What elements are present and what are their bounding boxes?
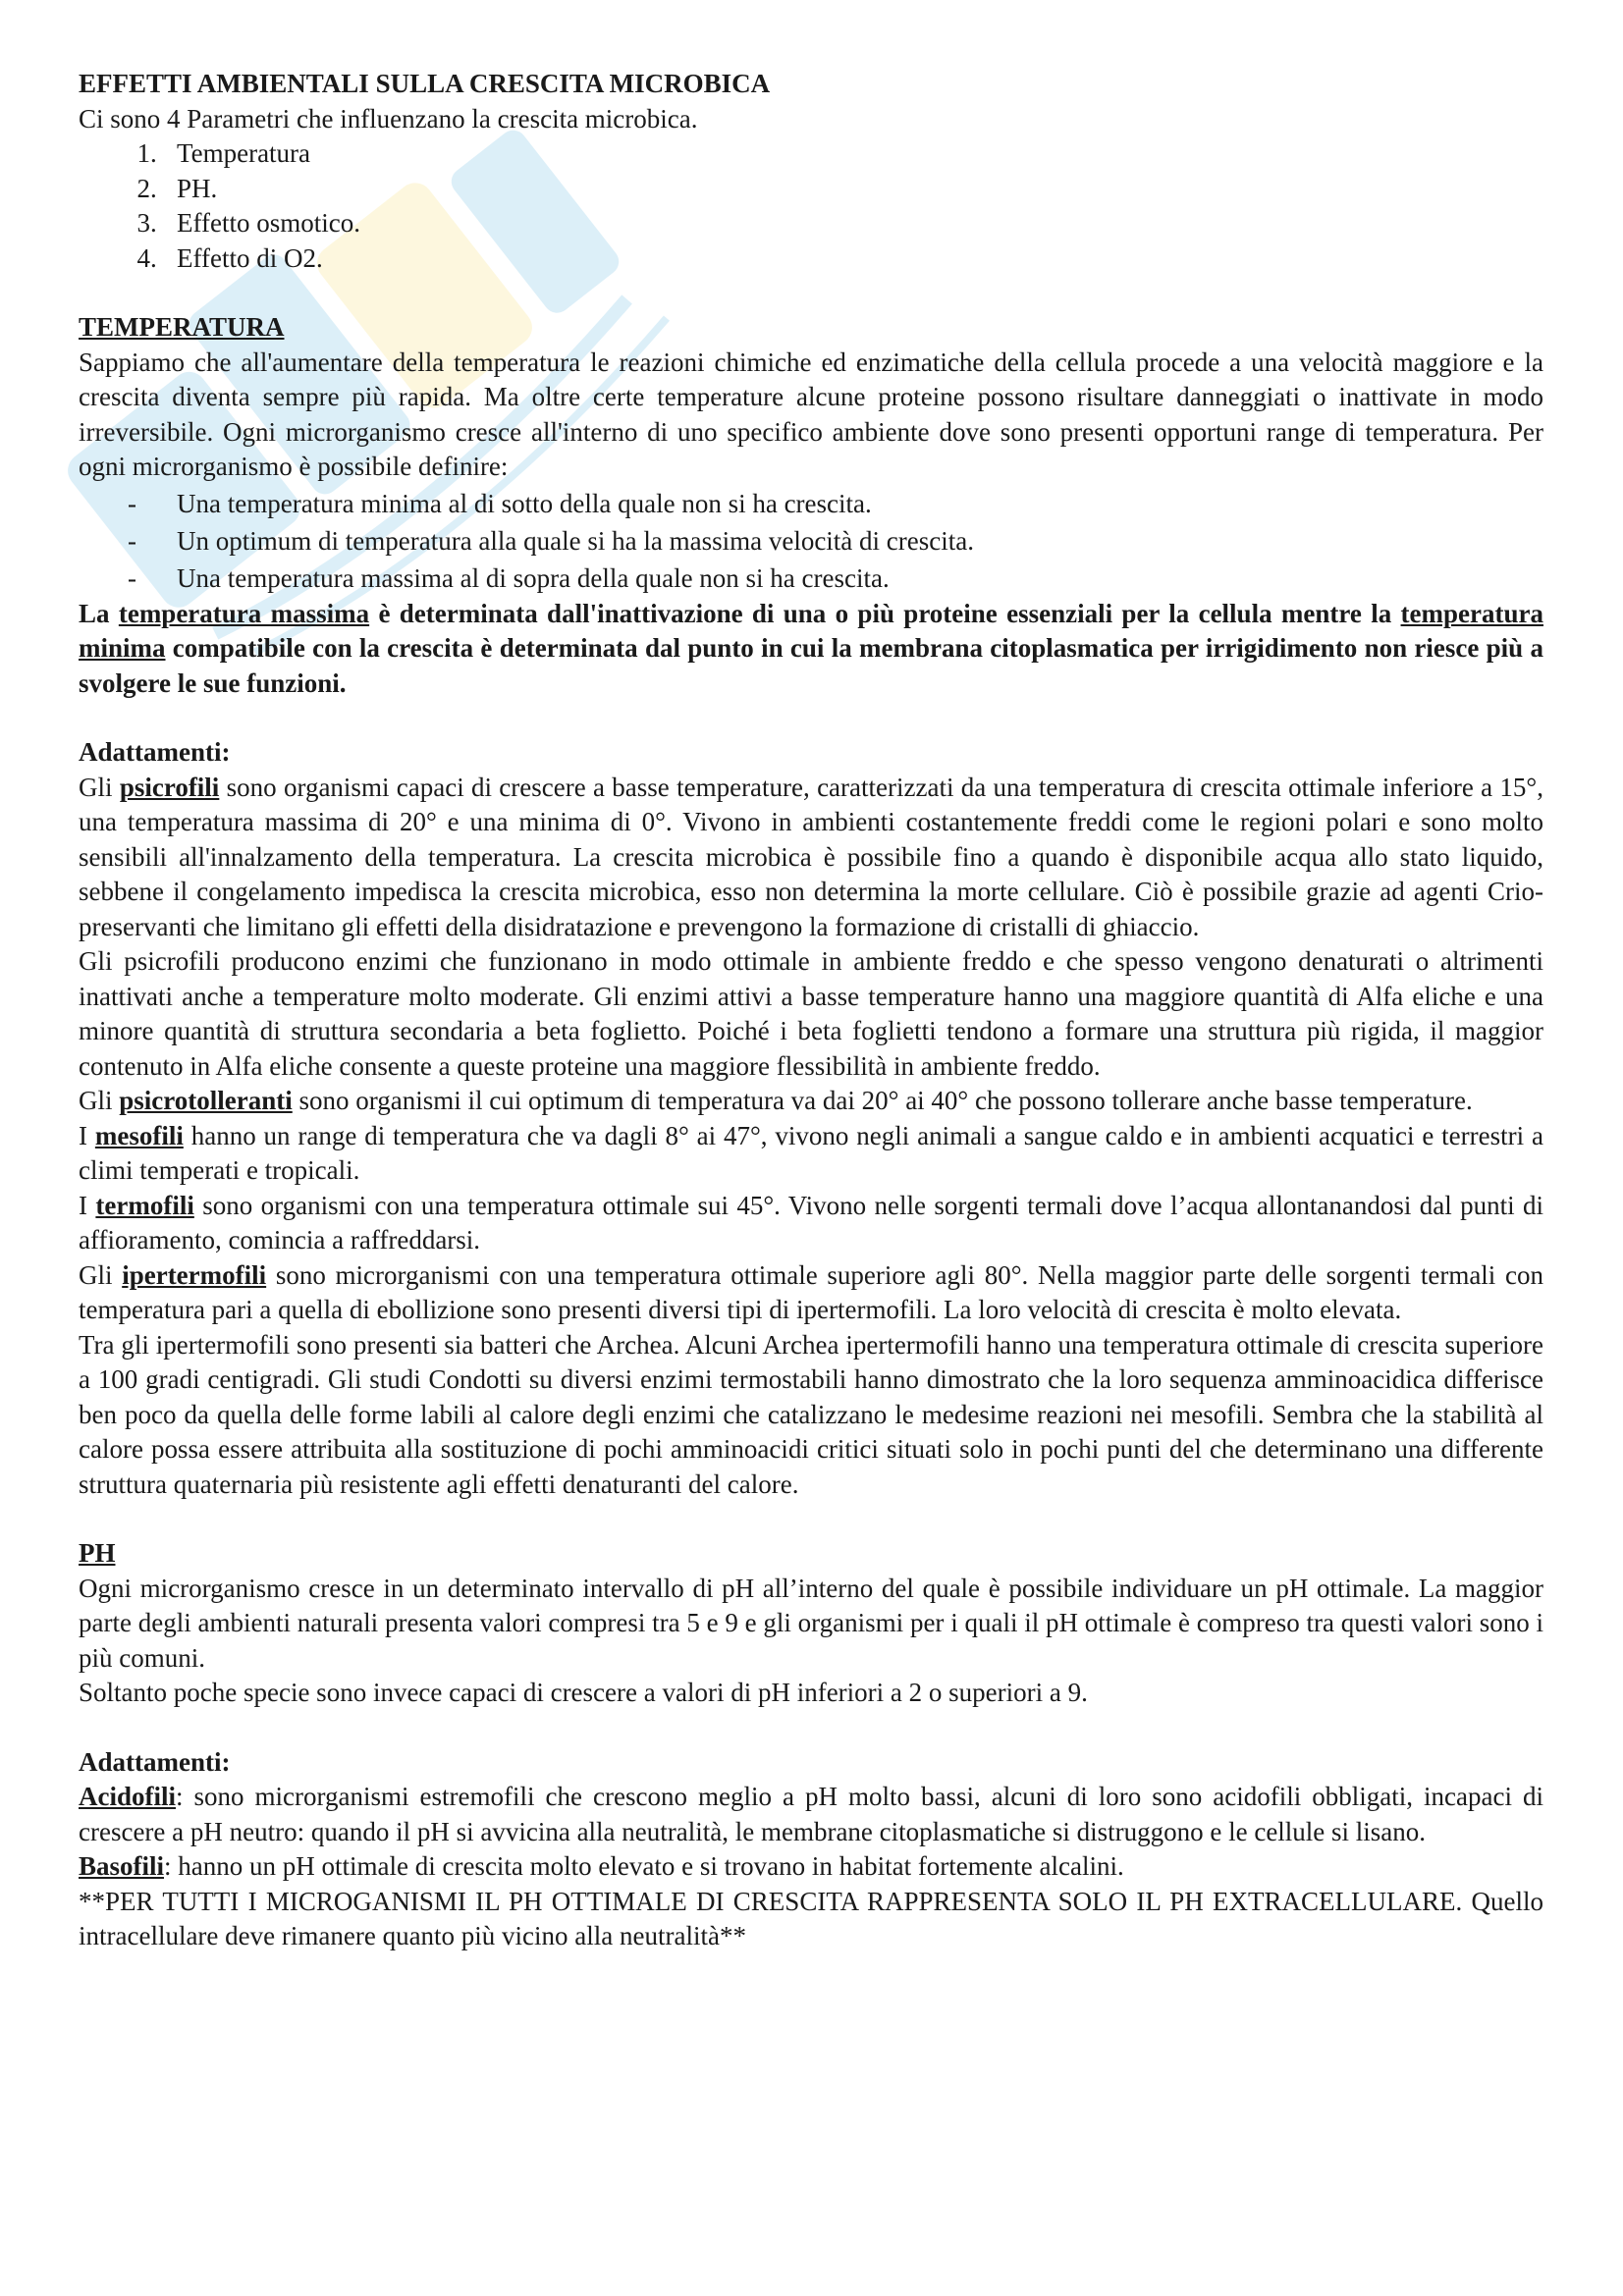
paragraph-psicrofili: Gli psicrofili sono organismi capaci di crescere a basse temperature, caratterizzati da una temperatura di crescita ottimale inferiore a 15°, una temperatura massima di 20° e una minima di 0°. Vivono in ambienti costantemente freddi come le regioni polari e sono molto sensibili all'innalzamento della temperatura. La crescita microbica è possibile fino a quando è disponibile acqua allo stato liquido, sebbene il congelamento impedisca la crescita microbica, esso non determina la morte cellulare. Ciò è possibile grazie ad agenti Crio-preservanti che limitano gli effetti della disidratazione e prevengono la formazione di cristalli di ghiaccio. <box>79 772 1543 941</box>
term-basofili: Basofili <box>79 1851 165 1881</box>
paragraph-psicrotolleranti: Gli psicrotolleranti sono organismi il cui optimum di temperatura va dai 20° ai 40° che possono tollerare anche basse temperature. <box>79 1086 1473 1115</box>
paragraph: Ogni microrganismo cresce in un determinato intervallo di pH all’interno del quale è possibile individuare un pH ottimale. La maggior parte degli ambienti naturali presenta valori compresi tra 5 e 9 e gli organismi per i quali il pH ottimale è compreso tra questi valori sono i più comuni. <box>79 1573 1543 1673</box>
temperature-definitions-list <box>79 485 1543 597</box>
section-heading-ph: PH <box>79 1538 116 1568</box>
bold-paragraph: La temperatura massima è determinata dall'inattivazione di una o più proteine essenziali per la cellula mentre la temperatura minima compatibile con la crescita è determinata dal punto in cui la membrana citoplasmatica per irrigidimento non riesce più a svolgere le sue funzioni. <box>79 598 1543 698</box>
paragraph-archea: Tra gli ipertermofili sono presenti sia batteri che Archea. Alcuni Archea ipertermofili hanno una temperatura ottimale di crescita superiore a 100 gradi centigradi. Gli studi Condotti su diversi enzimi termostabili hanno dimostrato che la loro sequenza amminoacidica differisce ben poco da quella delle forme labili al calore degli enzimi che catalizzano le medesime reazioni nei mesofili. Sembra che la stabilità al calore possa essere attribuita alla sostituzione di pochi amminoacidi critici situati solo in pochi punti del che determinano una differente struttura quaternaria più resistente agli effetti denaturanti del calore. <box>79 1329 1543 1499</box>
section-heading-temperatura: TEMPERATURA <box>79 312 285 342</box>
term-temperatura-minima: temperatura minima <box>79 598 1543 663</box>
parameters-list <box>79 136 1543 276</box>
paragraph-mesofili: I mesofili hanno un range di temperatura che va dagli 8° ai 47°, vivono negli animali a sangue caldo e in ambienti acquatici e terrestri a climi temperati e tropicali. <box>79 1120 1543 1185</box>
list-item-text: Una temperatura minima al di sotto della quale non si ha crescita. <box>177 488 872 518</box>
document-title: EFFETTI AMBIENTALI SULLA CRESCITA MICROBICA <box>79 69 771 98</box>
list-item: 2. PH. <box>177 172 1543 207</box>
list-item <box>128 560 1543 597</box>
list-item: 1. Temperatura <box>177 136 1543 172</box>
list-item-text: Una temperatura massima al di sopra della quale non si ha crescita. <box>177 562 890 593</box>
paragraph-termofili: I termofili sono organismi con una temperatura ottimale sui 45°. Vivono nelle sorgenti termali dove l’acqua allontanandosi dal punti di affioramento, comincia a raffreddarsi. <box>79 1190 1543 1255</box>
term-acidofili: Acidofili <box>79 1782 176 1811</box>
paragraph-acidofili: Acidofili: sono microrganismi estremofili che crescono meglio a pH molto bassi, alcuni di loro sono acidofili obbligati, incapaci di crescere a pH neutro: quando il pH si avvicina alla neutralità, le membrane citoplasmatiche si distruggono e le cellule si lisano. <box>79 1782 1543 1846</box>
term-termofili: termofili <box>95 1190 194 1220</box>
paragraph: Soltanto poche specie sono invece capaci di crescere a valori di pH inferiori a 2 o superiori a 9. <box>79 1678 1088 1707</box>
ph-note: **PER TUTTI I MICROGANISMI IL PH OTTIMALE DI CRESCITA RAPPRESENTA SOLO IL PH EXTRACELLULARE. Quello intracellulare deve rimanere quanto più vicino alla neutralità** <box>79 1886 1543 1950</box>
term-temperatura-massima: temperatura massima <box>118 598 370 628</box>
paragraph: Sappiamo che all'aumentare della temperatura le reazioni chimiche ed enzimatiche della cellula procede a una velocità maggiore e la crescita diventa sempre più rapida. Ma oltre certe temperature alcune proteine possono risultare danneggiati o inattivate in modo irreversibile. Ogni microrganismo cresce all'interno di uno specifico ambiente dove sono presenti opportuni range di temperatura. Per ogni microrganismo è possibile definire: <box>79 347 1543 481</box>
paragraph-ipertermofili: Gli ipertermofili sono microrganismi con una temperatura ottimale superiore agli 80°. Nella maggior parte delle sorgenti termali con temperatura pari a quella di ebollizione sono presenti diversi tipi di ipertermofili. La loro velocità di crescita è molto elevata. <box>79 1259 1543 1324</box>
term-psicrotolleranti: psicrotolleranti <box>119 1086 293 1115</box>
list-item: 4. Effetto di O2. <box>177 241 1543 277</box>
list-item <box>128 485 1543 522</box>
list-item: 3. Effetto osmotico. <box>177 206 1543 241</box>
term-mesofili: mesofili <box>94 1120 184 1150</box>
dash-bullet: - <box>128 488 136 518</box>
term-psicrofili: psicrofili <box>119 772 220 802</box>
dash-bullet: - <box>128 525 136 556</box>
dash-bullet: - <box>128 562 136 593</box>
document-page <box>79 67 1543 1954</box>
list-item <box>128 522 1543 560</box>
paragraph-psicrofili-enzimi: Gli psicrofili producono enzimi che funzionano in modo ottimale in ambiente freddo e che spesso vengono denaturati o altrimenti inattivati anche a temperature molto moderate. Gli enzimi attivi a basse temperature hanno una maggiore quantità di Alfa eliche e una minore quantità di struttura secondaria a beta foglietto. Poiché i beta foglietti tendono a formare una struttura più rigida, il maggior contenuto in Alfa eliche consente a queste proteine una maggiore flessibilità in ambiente freddo. <box>79 946 1543 1081</box>
term-ipertermofili: ipertermofili <box>122 1259 267 1290</box>
subheading-adattamenti-ph: Adattamenti: <box>79 1746 231 1777</box>
paragraph-basofili: Basofili: hanno un pH ottimale di crescita molto elevato e si trovano in habitat fortemente alcalini. <box>79 1851 1124 1881</box>
list-item-text: Un optimum di temperatura alla quale si ha la massima velocità di crescita. <box>177 525 974 556</box>
subheading-adattamenti: Adattamenti: <box>79 737 231 767</box>
intro-text: Ci sono 4 Parametri che influenzano la crescita microbica. <box>79 103 698 133</box>
